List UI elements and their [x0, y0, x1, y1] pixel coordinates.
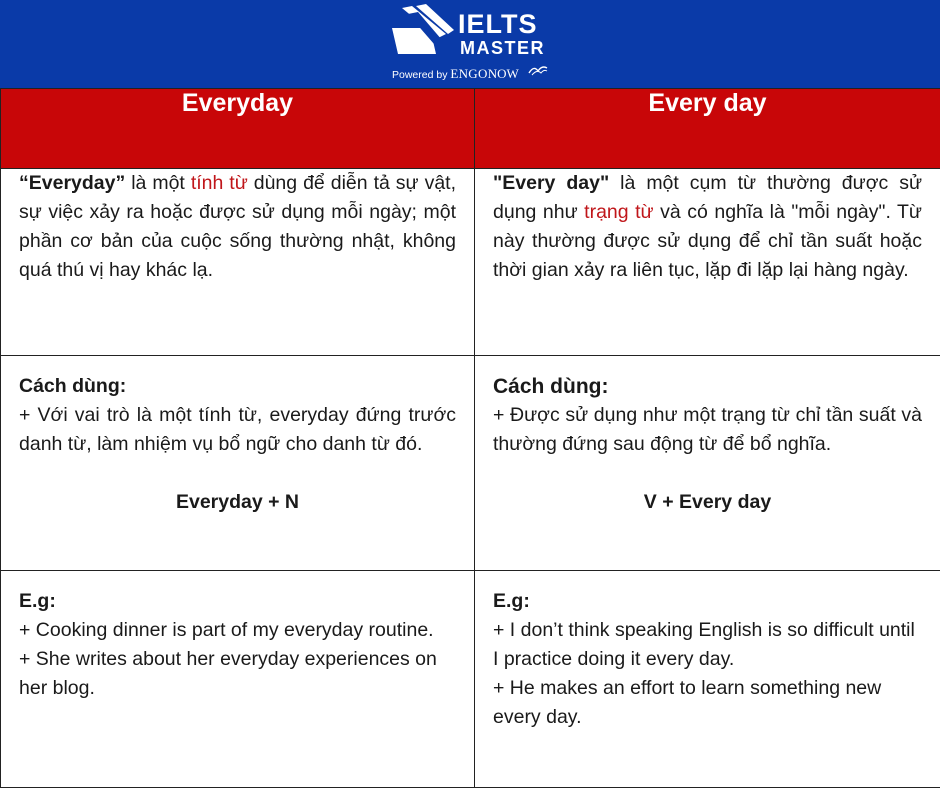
usage-content: [475, 356, 940, 517]
usage-text: + Với vai trò là một tính từ, everyday đứng trước danh từ, làm nhiệm vụ bổ ngữ cho danh từ đó.: [19, 404, 456, 455]
examples-row: [1, 571, 940, 788]
examples-label: E.g:: [19, 590, 56, 612]
examples-cell-every-day: [475, 571, 940, 788]
wave-icon: [528, 64, 548, 76]
definition-after: và có nghĩa là "mỗi ngày". Từ này thường được sử dụng để chỉ tần suất hoặc thời gian xảy ra liên tục, lặp đi lặp lại hàng ngày.: [493, 201, 922, 281]
example-item: + She writes about her everyday experiences on her blog.: [19, 648, 437, 699]
usage-row: [1, 356, 940, 571]
usage-label: Cách dùng:: [19, 375, 127, 397]
usage-cell-every-day: [475, 356, 940, 571]
definition-row: [1, 169, 940, 356]
definition-highlight: trạng từ: [584, 201, 654, 223]
usage-formula: Everyday + N: [175, 491, 300, 513]
usage-label: Cách dùng:: [493, 375, 609, 398]
definition-text: [475, 169, 940, 285]
definition-before: là một cụm từ thường được sử dụng như: [493, 172, 923, 223]
comparison-table: [0, 88, 940, 788]
column-header-everyday: Everyday: [1, 89, 475, 169]
definition-before: là một: [125, 172, 191, 194]
definition-text: [1, 169, 474, 285]
examples-cell-everyday: [1, 571, 475, 788]
book-logo-icon: [390, 4, 456, 58]
example-item: + He makes an effort to learn something new every day.: [493, 677, 882, 728]
definition-after: dùng để diễn tả sự vật, sự việc xảy ra hoặc được sử dụng mỗi ngày; một phần cơ bản của cuộc sống thường nhật, không quá thú vị hay khác lạ.: [19, 172, 456, 281]
examples-content: [475, 571, 940, 732]
definition-term: “Everyday”: [19, 172, 126, 194]
definition-cell-every-day: [475, 169, 940, 356]
usage-cell-everyday: [1, 356, 475, 571]
usage-content: [1, 356, 474, 517]
example-item: + Cooking dinner is part of my everyday routine.: [19, 619, 434, 641]
header-banner: [0, 0, 940, 88]
definition-term: "Every day": [493, 172, 610, 194]
examples-label: E.g:: [493, 590, 530, 612]
logo-subtitle: MASTER: [460, 38, 545, 58]
example-item: + I don’t think speaking English is so difficult until I practice doing it every day.: [493, 619, 915, 670]
logo-title: IELTS: [458, 9, 538, 39]
powered-prefix: Powered by: [392, 69, 448, 81]
powered-brand: ENGO: [450, 66, 488, 81]
table-header-row: [1, 89, 940, 169]
ielts-master-logo: [390, 4, 560, 86]
usage-text: + Được sử dụng như một trạng từ chỉ tần suất và thường đứng sau động từ để bổ nghĩa.: [493, 404, 922, 455]
definition-highlight: tính từ: [190, 172, 248, 194]
powered-brand-suffix: NOW: [487, 66, 519, 81]
examples-content: [1, 571, 474, 703]
powered-by: [392, 67, 519, 82]
definition-cell-everyday: [1, 169, 475, 356]
usage-formula: V + Every day: [643, 491, 772, 513]
column-header-every-day: Every day: [475, 89, 940, 169]
